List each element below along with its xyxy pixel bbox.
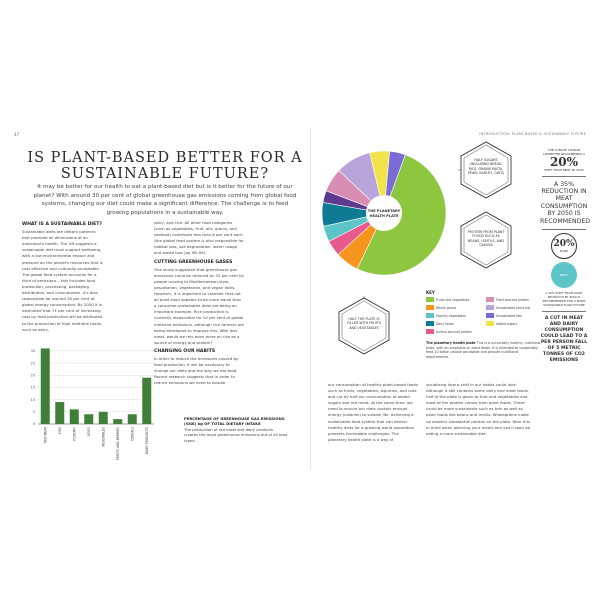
key-item [486,297,542,302]
stat1-value: 20% [549,155,579,169]
key-swatch [486,313,494,318]
sustainable-diet-text: Sustainable diets are dietary patterns that promote all dimensions of an individual's health. The UN suggests a sustainable diet must support wellbeing, with a low environmental impact and pressure on the planet's resources that is cost effective and culturally acceptable. The global food system accounts for a third of emissions – this includes food production, processing, packaging, distribution, and consumption. It's also responsible for around 30 per cent of global energy consumption. By 2050 it is estimated that 71 per cent of increasing cost by food production will be attributed to the production of high methane foods, such as dairy, [22,229,103,332]
divider [542,176,586,177]
key-label: Fruits and vegetables [436,297,470,302]
bottom-column-left: our consumption of healthy plant-based foods such as fruits, vegetables, legumes, and nuts and cut by half our consumption of added sugars and red meat. At the same time, we need to ensure our diets contain enough energy (calories) to sustain life. Achieving a sustainable food system that can deliver healthy diets for a growing world population presents formidable challenges. The planetary health plate is a way of [328,382,418,442]
running-head: INTRODUCTION: PLANT-BASED & SUSTAINABLE FUTURE [479,132,586,136]
y-tick-label: 25 [30,361,35,366]
food-categories-text: dairy, and rice. All other food categories (such as vegetables, fruit, oils, grains, and seafood) contribute less than 6 per cent each (the global food system is also responsible for habitat loss, soil degradation, water usage, and waste loss (pp 98–99). [154,220,244,256]
stat4-text: A CUT IN MEAT AND DAIRY CONSUMPTION COULD LEAD TO A PER PERSON FALL OF 5 METRIC TONNES OF CO2 EMISSIONS [540,315,588,363]
key-item [486,321,542,326]
chart-caption-title: PERCENTAGE OF GREENHOUSE GAS EMISSIONS (GGE) kg OF TOTAL DIETARY INTAKE [184,416,285,427]
bar-dairy-products [142,378,151,424]
key-item [426,313,486,318]
stat2-text: A 35% REDUCTION IN MEAT CONSUMPTION BY 2050 IS RECOMMENDED [540,180,591,225]
column-two [154,220,244,389]
key-title: KEY [426,290,435,295]
y-tick-label: 15 [30,385,35,390]
bar-fruits-and-berries [113,419,122,424]
stat3-text: A 20% SHIFT FROM DAIRY PRODUCTS BY 2050 IS RECOMMENDED FOR A MORE SUSTAINABLE FOOD FUTURE [542,291,586,308]
key-label: Unsaturated fats [496,313,522,318]
bar-fish [55,402,64,424]
plate-center-label: THE PLANETARY [367,209,401,213]
key-item [426,329,486,334]
key-swatch [426,321,434,326]
x-tick-label: FISH [57,427,62,434]
x-tick-label: VEGETABLES [101,427,106,447]
y-tick-label: 10 [30,397,35,402]
stat3-value: 20% [553,238,575,249]
key-label: Plant-sourced protein [496,297,530,302]
key-swatch [426,305,434,310]
key-swatch [486,305,494,310]
stat3-label: DAIRY [559,248,569,253]
page-title: IS PLANT-BASED BETTER FOR A SUSTAINABLE FUTURE? [27,150,303,182]
key-swatch [486,297,494,302]
divider [542,311,586,312]
plate-key [426,290,542,334]
key-item [486,313,542,318]
plate-note [426,341,542,359]
y-tick-label: 20 [30,373,35,378]
stat1-after: SHIFT FROM MEAT BY 2030 [544,168,584,172]
bar-red-meat [41,348,50,424]
x-tick-label: POULTRY [72,427,77,441]
bar-poultry [70,409,79,424]
bar-cereals [128,414,137,424]
key-label: Whole grains [436,305,457,310]
cutting-gases-heading: CUTTING GREENHOUSE GASES [154,259,233,265]
stat3-filled-circle: MEAT [551,262,577,288]
column-one [22,220,104,336]
key-swatch [426,313,434,318]
bottom-column-right: visualizing how a shift in our habits could look. Although it still contains some dairy and meat foods, half of the plate is given to fruit and vegetables and most of the protein comes from plant foods. These could be more sustainable such as tofu as well as plant foods like beans and lentils. Wholegrains make up another substantial portion on the plate. Bear this in mind when planning your meals and you'll soon be eating a more sustainable diet. [426,382,531,436]
page-number: 47 [14,132,20,137]
hexagon-fruits-text: HALF THE PLATE IS FILLED WITH FRUITS AND VEGETABLES [347,317,381,330]
chart-caption-body: The production of red meat and dairy products creates the most greenhouse emissions out of all food types. [184,426,288,443]
key-label: Animal-sourced protein [436,329,473,334]
changing-habits-heading: CHANGING OUR HABITS [154,348,216,354]
x-tick-label: DAIRY PRODUCTS [144,427,149,455]
intro-paragraph: It may be better for our health to eat a plant-based diet but is it better for the future of our planet? With around 30 per cent of global greenhouse gas emissions coming from global food systems, changing our diet could make a significant difference. The challenge is to feed growing populations in a sustainable way. [33,184,297,216]
stat1-lead: THE CLIMATE CHANGE COMMITTEE RECOMMENDS A [542,148,586,156]
x-tick-label: RED MEAT [43,427,48,443]
cutting-gases-text: One study suggested that greenhouse gas emissions could be reduced by 32 per cent by people moving to Mediterranean-style, pescatarian, vegetarian, and vegan diets. However, it is important to consider that not all plant-food appears to be more equal than a consumer-sustainable diets are being an important example. Rice production is currently responsible for 10 per cent of global methane emissions, although rice farmers are being developed to improve this. With less meat, would we rely even more on rice as a source of energy and protein? [154,266,244,345]
key-label: Added sugars [496,321,518,326]
x-tick-label: FRUITS AND BERRIES [115,427,120,460]
x-tick-label: CEREALS [130,427,135,442]
key-swatch [426,297,434,302]
stats-sidebar [540,148,591,468]
key-grid [426,297,542,334]
plate-note-title: The planetary health plate [426,341,476,345]
hexagon-protein-text: PROTEIN FROM PLANT FOODS SUCH AS BEANS, LENTILS, AND QUINOA [467,230,505,248]
divider [542,229,586,230]
key-item [486,305,542,310]
plate-center [366,195,402,231]
chart-caption [184,416,288,443]
book-spread [6,128,594,470]
plate-note-body: This is a universally healthy, nutritious plate, with an emphasis on plant foods. It is intended to sustainably feed 10 billion people worldwide and provide nutritional requirements. [426,341,541,359]
planetary-health-plate [319,148,449,278]
key-swatch [426,329,434,334]
hexagon-grains-text: HALF SUGARS (INCLUDING BREAD, RICE, GRAINS PASTA, PEARL BARLEY, OATS) [467,158,505,176]
stat3-outline-circle [551,233,577,259]
emissions-bar-chart [22,340,158,460]
y-tick-label: 30 [30,349,35,354]
key-label: Starchy vegetables [436,313,466,318]
y-tick-label: 0 [32,422,35,427]
key-item [426,297,486,302]
key-swatch [486,321,494,326]
x-tick-label: EGGS [86,427,91,436]
page-gutter [310,128,311,470]
bar-vegetables [99,412,108,424]
y-tick-label: 5 [32,410,35,415]
key-label: Unsaturated plant oils [496,305,531,310]
key-label: Dairy foods [436,321,454,326]
key-item [426,321,486,326]
key-item [426,305,486,310]
plate-center-label: HEALTH PLATE [369,214,399,218]
bar-eggs [84,414,93,424]
changing-habits-text: In order to reduce the emissions caused by food production, it will be necessary to change our diets and the way we eat food. Recent research suggests that in order to reduce emissions we need to double [154,355,239,386]
sustainable-diet-heading: WHAT IS A SUSTAINABLE DIET? [22,222,103,227]
